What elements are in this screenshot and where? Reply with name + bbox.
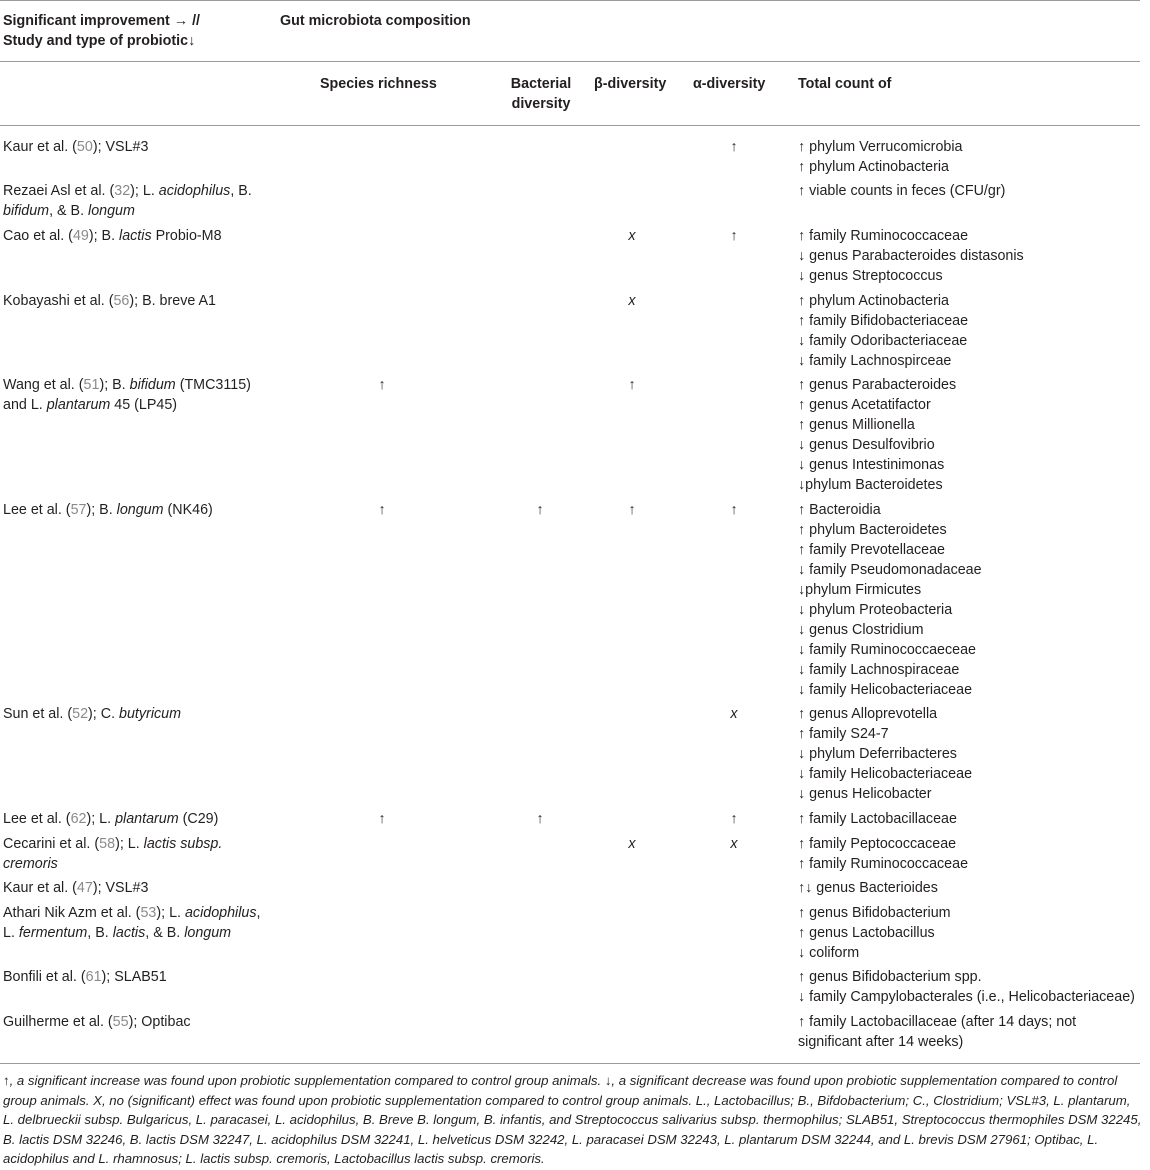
count-line: ↓phylum Firmicutes bbox=[798, 582, 922, 598]
study-text: Sun et al. ( bbox=[3, 706, 73, 722]
count-line: ↑ genus Acetatifactor bbox=[798, 397, 931, 413]
total-count-cell bbox=[798, 137, 1143, 177]
study-cell bbox=[3, 967, 261, 987]
count-line: ↓ family Lachnospiraceae bbox=[798, 662, 960, 678]
study-text: ); L. bbox=[130, 183, 159, 199]
count-line: ↑ family S24-7 bbox=[798, 726, 889, 742]
header-significant-improvement: Significant improvement → // bbox=[3, 13, 201, 29]
total-count-cell bbox=[798, 704, 1143, 804]
alpha-diversity-cell: ↑ bbox=[730, 228, 738, 244]
count-line: ↓ phylum Proteobacteria bbox=[798, 602, 953, 618]
count-line: ↑ Bacteroidia bbox=[798, 502, 881, 518]
species-richness-cell: ↑ bbox=[378, 377, 386, 393]
study-text: fermentum bbox=[18, 925, 88, 941]
top-rule bbox=[0, 0, 1140, 1]
count-line: ↓ genus Streptococcus bbox=[798, 268, 943, 284]
header-alpha-diversity: α-diversity bbox=[693, 76, 766, 92]
reference-number: 47 bbox=[76, 880, 93, 896]
count-line: ↑ family Ruminococcaceae bbox=[798, 228, 969, 244]
study-text: Guilherme et al. ( bbox=[3, 1014, 113, 1030]
beta-diversity-cell: ↑ bbox=[628, 377, 636, 393]
bacterial-diversity-cell: ↑ bbox=[536, 502, 544, 518]
study-text: acidophilus bbox=[184, 905, 257, 921]
study-text: , L. bbox=[3, 905, 261, 941]
count-line: ↓ family Helicobacteriaceae bbox=[798, 766, 973, 782]
study-text: 45 (LP45) bbox=[110, 397, 178, 413]
study-cell bbox=[3, 181, 261, 221]
count-line: ↑ family Peptococcaceae bbox=[798, 836, 957, 852]
reference-number: 57 bbox=[70, 502, 87, 518]
total-count-cell bbox=[798, 181, 1143, 201]
study-cell bbox=[3, 809, 261, 829]
beta-diversity-cell: x bbox=[628, 293, 636, 309]
study-text: ); VSL#3 bbox=[92, 139, 149, 155]
beta-diversity-cell: ↑ bbox=[628, 502, 636, 518]
study-text: longum bbox=[88, 203, 135, 219]
header-gut-microbiota: Gut microbiota composition bbox=[280, 13, 471, 29]
count-line: ↓ phylum Deferribacteres bbox=[798, 746, 957, 762]
alpha-diversity-cell: ↑ bbox=[730, 811, 738, 827]
study-text: Rezaei Asl et al. ( bbox=[3, 183, 115, 199]
study-text: bifidum bbox=[3, 203, 50, 219]
study-text: ); B. bbox=[88, 228, 120, 244]
count-line: ↓ family Lachnospirceae bbox=[798, 353, 952, 369]
study-text: ); VSL#3 bbox=[92, 880, 149, 896]
count-line: ↓ family Odoribacteriaceae bbox=[798, 333, 968, 349]
study-text: , B. bbox=[87, 925, 113, 941]
reference-number: 62 bbox=[70, 811, 87, 827]
total-count-cell bbox=[798, 226, 1143, 286]
count-line: ↑ genus Parabacteroides bbox=[798, 377, 957, 393]
count-line: ↓ genus Parabacteroides distasonis bbox=[798, 248, 1024, 264]
total-count-cell bbox=[798, 878, 1143, 898]
study-text: ); L. bbox=[86, 811, 116, 827]
study-text: , B. bbox=[230, 183, 252, 199]
study-text: Kaur et al. ( bbox=[3, 880, 77, 896]
count-line: ↓ family Campylobacterales (i.e., Helicobacteriaceae) bbox=[798, 989, 1135, 1005]
count-line: ↑ genus Alloprevotella bbox=[798, 706, 938, 722]
study-text: lactis bbox=[112, 925, 146, 941]
study-cell bbox=[3, 500, 261, 520]
study-cell bbox=[3, 834, 261, 874]
total-count-cell bbox=[798, 809, 1143, 829]
header-beta-diversity: β-diversity bbox=[594, 76, 667, 92]
study-text: Bonfili et al. ( bbox=[3, 969, 86, 985]
study-text: longum bbox=[116, 502, 164, 518]
count-line: ↑ family Ruminococcaceae bbox=[798, 856, 969, 872]
study-text: Probio-M8 bbox=[151, 228, 222, 244]
study-text: ); Optibac bbox=[128, 1014, 191, 1030]
study-text: butyricum bbox=[119, 706, 182, 722]
study-text: Lee et al. ( bbox=[3, 502, 71, 518]
study-cell bbox=[3, 903, 261, 943]
alpha-diversity-cell: ↑ bbox=[730, 502, 738, 518]
study-text: , & B. bbox=[145, 925, 185, 941]
count-line: ↓ family Pseudomonadaceae bbox=[798, 562, 982, 578]
beta-diversity-cell: x bbox=[628, 228, 636, 244]
bottom-rule bbox=[0, 1063, 1140, 1064]
count-line: ↑ phylum Bacteroidetes bbox=[798, 522, 947, 538]
header-species-richness: Species richness bbox=[320, 76, 437, 92]
study-text: (C29) bbox=[178, 811, 219, 827]
study-text: longum bbox=[184, 925, 232, 941]
count-line: ↑ genus Bifidobacterium bbox=[798, 905, 951, 921]
count-line: ↓ family Ruminococcaeceae bbox=[798, 642, 976, 658]
count-line: ↑ phylum Actinobacteria bbox=[798, 293, 949, 309]
reference-number: 52 bbox=[72, 706, 89, 722]
study-text: lactis subsp. cremoris bbox=[3, 836, 223, 872]
study-text: bifidum bbox=[129, 377, 176, 393]
reference-number: 51 bbox=[83, 377, 100, 393]
count-line: ↑ family Lactobacillaceae bbox=[798, 811, 957, 827]
reference-number: 55 bbox=[112, 1014, 129, 1030]
count-line: ↑ family Bifidobacteriaceae bbox=[798, 313, 969, 329]
table-footnote: ↑, a significant increase was found upon probiotic supplementation compared to control group animals. ↓, a significant decrease was found upon probiotic supplementation compared to control group animals. X, no (significant) effect was found upon probiotic supplementation compared to control group animals. L., Lactobacillus; B., Bifdobacterium; C., Clostridium; VSL#3, L. plantarum, L. delbrueckii subsp. Bulgaricus, L. paracasei, L. acidophilus, B. Breve B. longum, B. infantis, and Streptococcus salivarius subsp. thermophilus; SLAB51, Streptococcus thermophiles DSM 32245, B. lactis DSM 32246, B. lactis DSM 32247, L. acidophilus DSM 32241, L. helveticus DSM 32242, L. paracasei DSM 32243, L. plantarum DSM 32244, and L. brevis DSM 27961; Optibac, L. acidophilus and L. rhamnosus; L. lactis subsp. cremoris, Lactobacillus lactis subsp. cremoris. bbox=[3, 1073, 1142, 1166]
total-count-cell bbox=[798, 903, 1143, 963]
count-line: ↓ family Helicobacteriaceae bbox=[798, 682, 973, 698]
count-line: ↑ phylum Actinobacteria bbox=[798, 159, 949, 175]
study-text: ); B. bbox=[86, 502, 117, 518]
total-count-cell bbox=[798, 1012, 1143, 1052]
count-line: ↑ family Prevotellaceae bbox=[798, 542, 946, 558]
study-text: acidophilus bbox=[158, 183, 231, 199]
count-line: ↑ family Lactobacillaceae (after 14 days; not bbox=[798, 1014, 1077, 1030]
header-bacterial-diversity bbox=[496, 74, 586, 114]
species-richness-cell: ↑ bbox=[378, 811, 386, 827]
study-text: Wang et al. ( bbox=[3, 377, 84, 393]
count-line: ↑↓ genus Bacterioides bbox=[798, 880, 938, 896]
count-line: ↑ genus Bifidobacterium spp. bbox=[798, 969, 982, 985]
count-line: ↑ viable counts in feces (CFU/gr) bbox=[798, 183, 1006, 199]
count-line: ↓ genus Desulfovibrio bbox=[798, 437, 935, 453]
study-text: ); SLAB51 bbox=[101, 969, 167, 985]
header-study-column bbox=[3, 11, 273, 51]
study-text: Kobayashi et al. ( bbox=[3, 293, 114, 309]
header-bacterial-diversity-line1: Bacterial bbox=[510, 76, 572, 92]
study-text: ); B. bbox=[99, 377, 130, 393]
reference-number: 50 bbox=[76, 139, 93, 155]
beta-diversity-cell: x bbox=[628, 836, 636, 852]
header-bacterial-diversity-line2: diversity bbox=[511, 96, 571, 112]
count-line: significant after 14 weeks) bbox=[798, 1034, 964, 1050]
study-text: Kaur et al. ( bbox=[3, 139, 77, 155]
study-text: ); C. bbox=[88, 706, 120, 722]
header-study-type: Study and type of probiotic↓ bbox=[3, 33, 196, 49]
study-cell bbox=[3, 226, 261, 246]
reference-number: 58 bbox=[99, 836, 116, 852]
total-count-cell bbox=[798, 375, 1143, 495]
species-richness-cell: ↑ bbox=[378, 502, 386, 518]
total-count-cell bbox=[798, 967, 1143, 1007]
count-line: ↑ genus Millionella bbox=[798, 417, 915, 433]
study-text: ); L. bbox=[156, 905, 185, 921]
header-total-count: Total count of bbox=[798, 76, 892, 92]
study-text: plantarum bbox=[46, 397, 111, 413]
count-line: ↑ phylum Verrucomicrobia bbox=[798, 139, 963, 155]
study-text: Cao et al. ( bbox=[3, 228, 73, 244]
alpha-diversity-cell: x bbox=[730, 706, 738, 722]
header-rule-1 bbox=[0, 61, 1140, 62]
reference-number: 56 bbox=[113, 293, 130, 309]
study-cell bbox=[3, 1012, 261, 1032]
study-text: ); L. bbox=[115, 836, 144, 852]
count-line: ↓ coliform bbox=[798, 945, 860, 961]
alpha-diversity-cell: x bbox=[730, 836, 738, 852]
count-line: ↑ genus Lactobacillus bbox=[798, 925, 935, 941]
count-line: ↓ genus Helicobacter bbox=[798, 786, 932, 802]
count-line: ↓phylum Bacteroidetes bbox=[798, 477, 943, 493]
study-text: Lee et al. ( bbox=[3, 811, 71, 827]
study-text: Athari Nik Azm et al. ( bbox=[3, 905, 141, 921]
study-text: lactis bbox=[119, 228, 152, 244]
reference-number: 61 bbox=[85, 969, 102, 985]
count-line: ↓ genus Clostridium bbox=[798, 622, 924, 638]
study-text: Cecarini et al. ( bbox=[3, 836, 100, 852]
total-count-cell bbox=[798, 500, 1143, 700]
study-text: plantarum bbox=[115, 811, 179, 827]
total-count-cell bbox=[798, 834, 1143, 874]
total-count-cell bbox=[798, 291, 1143, 371]
header-rule-2 bbox=[0, 125, 1140, 126]
bacterial-diversity-cell: ↑ bbox=[536, 811, 544, 827]
reference-number: 49 bbox=[72, 228, 89, 244]
study-text: (NK46) bbox=[163, 502, 213, 518]
study-cell bbox=[3, 137, 261, 157]
study-text: , & B. bbox=[49, 203, 89, 219]
study-cell bbox=[3, 375, 261, 415]
study-cell bbox=[3, 704, 261, 724]
study-cell bbox=[3, 291, 261, 311]
study-cell bbox=[3, 878, 261, 898]
reference-number: 53 bbox=[140, 905, 157, 921]
study-text: ); B. breve A1 bbox=[129, 293, 216, 309]
reference-number: 32 bbox=[114, 183, 131, 199]
alpha-diversity-cell: ↑ bbox=[730, 139, 738, 155]
count-line: ↓ genus Intestinimonas bbox=[798, 457, 945, 473]
study-text: (TMC3115) and L. bbox=[3, 377, 251, 413]
